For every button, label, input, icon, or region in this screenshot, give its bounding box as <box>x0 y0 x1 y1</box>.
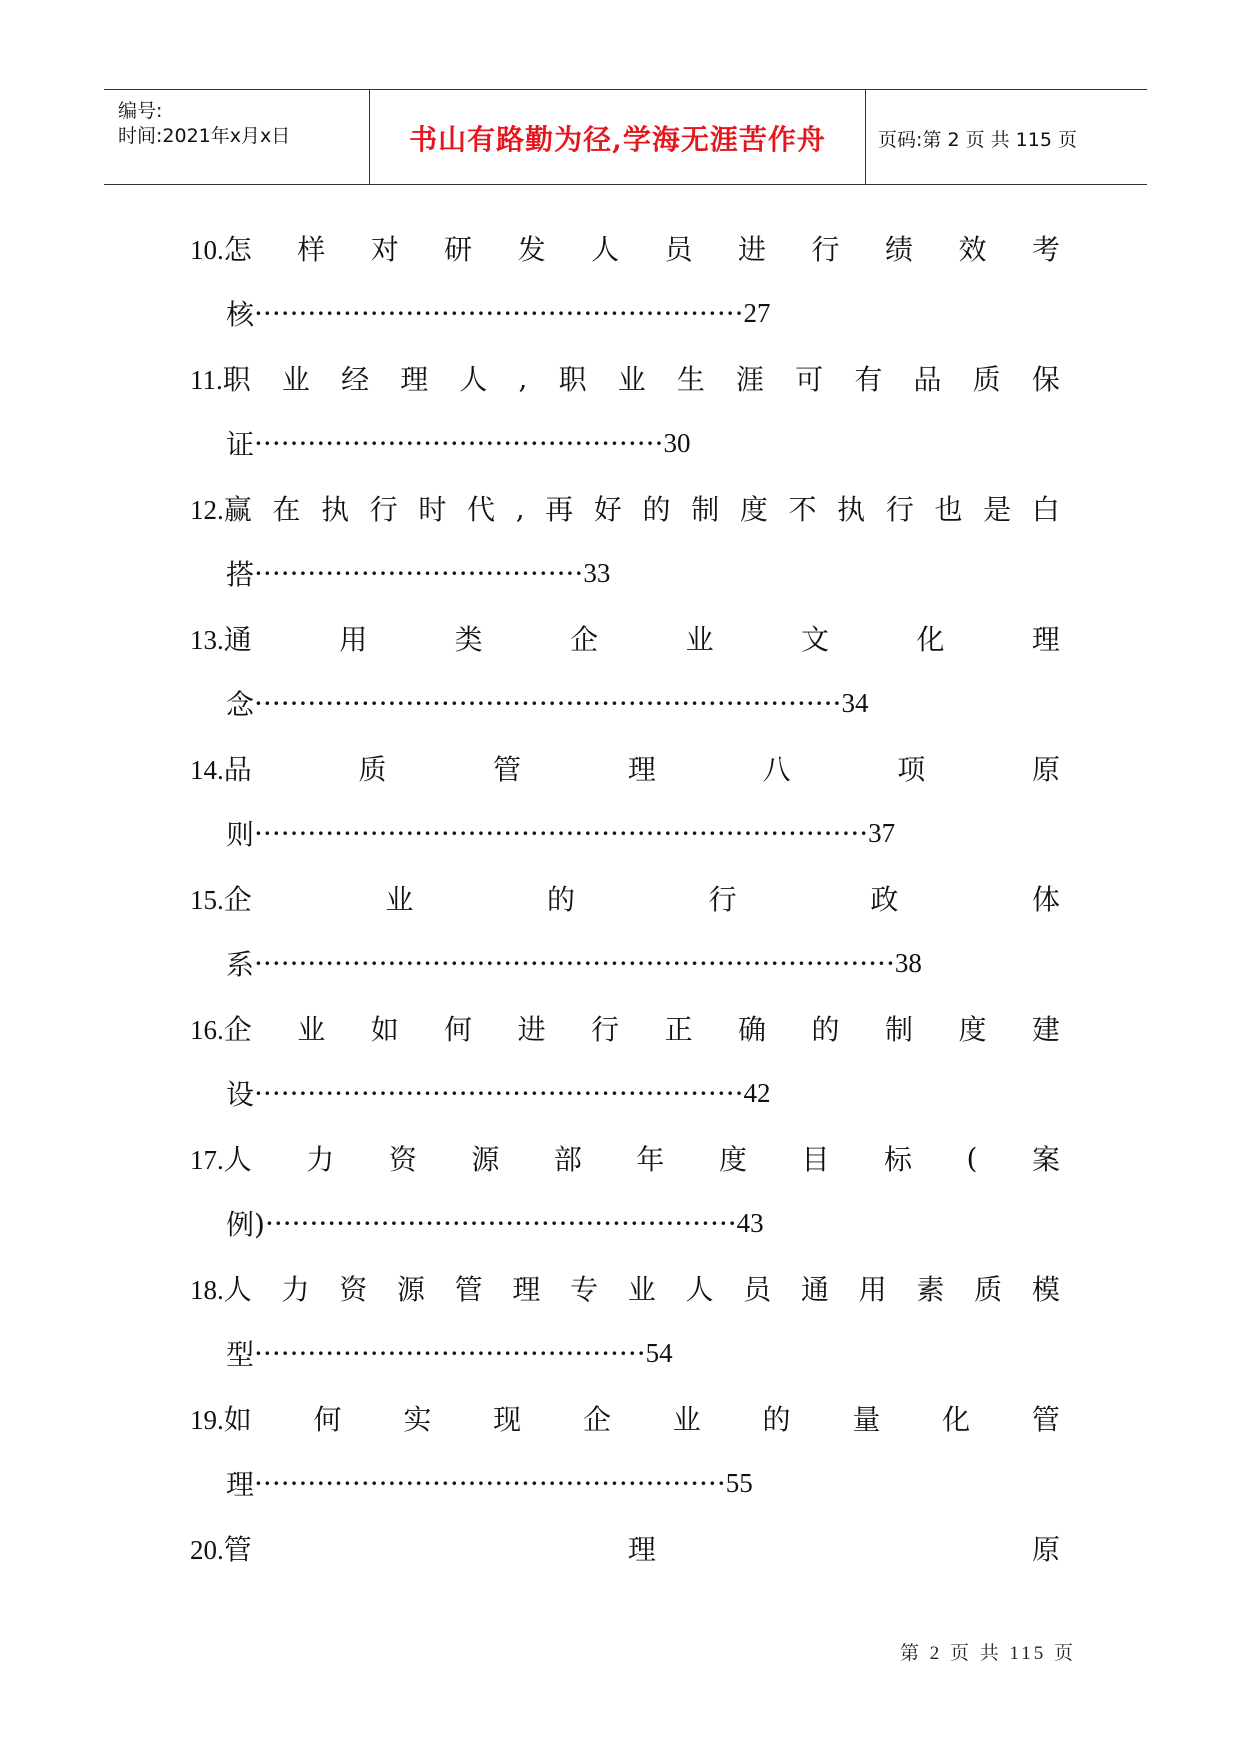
toc-entry-last-char: 则 <box>226 818 255 851</box>
toc-entry-char: 理 <box>400 363 429 396</box>
toc-entry-continuation <box>226 1073 771 1113</box>
toc-page-number: 43 <box>736 1207 764 1238</box>
toc-entry-char: 化 <box>942 1403 971 1436</box>
toc-entry-last-char: 系 <box>226 948 255 981</box>
toc-entry-char: 研 <box>444 233 473 266</box>
toc-entry-char: 15.企 <box>190 883 252 916</box>
toc-entry-char: 建 <box>1031 1013 1060 1046</box>
toc-entry-title <box>190 748 1060 788</box>
toc-entry-char: 进 <box>517 1013 546 1046</box>
toc-page-number: 54 <box>645 1337 673 1368</box>
toc-entry-last-char: 型 <box>226 1338 255 1371</box>
toc-entry-title <box>190 488 1060 528</box>
toc-entry-char: 也 <box>934 493 963 526</box>
toc-entry-char: 度 <box>958 1013 987 1046</box>
toc-entry-char: 管 <box>1031 1403 1060 1436</box>
toc-entry-char: 业 <box>617 363 646 396</box>
toc-entry-continuation <box>226 943 922 983</box>
time-label: 时间:2021年x月x日 <box>118 125 291 147</box>
toc-entry-title <box>190 1268 1060 1308</box>
toc-entry-char: 实 <box>403 1403 432 1436</box>
toc-entry-last-char: 搭 <box>226 558 255 591</box>
toc-entry-number: 14. <box>190 755 224 785</box>
toc-leader-dots: ············································ <box>254 1336 646 1370</box>
toc-entry-char: 可 <box>795 363 824 396</box>
header-right-cell <box>866 90 1147 184</box>
toc-entry-char: 理 <box>1031 623 1060 656</box>
toc-entry-char: 品 <box>913 363 942 396</box>
toc-page-number: 34 <box>841 687 869 718</box>
toc-leader-dots: ····················································· <box>254 1466 726 1500</box>
toc-entry-char: 18.人 <box>190 1273 252 1306</box>
toc-entry-char: 度 <box>739 493 768 526</box>
toc-entry-char: 管 <box>493 753 522 786</box>
toc-entry-char: 员 <box>664 233 693 266</box>
toc-entry-char: 类 <box>454 623 483 656</box>
toc-entry-char: 的 <box>811 1013 840 1046</box>
toc-entry-continuation <box>226 423 690 463</box>
toc-entry-char: 11.职 <box>190 363 251 396</box>
toc-entry-char: 确 <box>738 1013 767 1046</box>
toc-entry-char: 保 <box>1031 363 1060 396</box>
toc-entry-char: 白 <box>1031 493 1060 526</box>
toc-entry-continuation <box>226 1203 764 1243</box>
toc-entry-char: 质 <box>358 753 387 786</box>
toc-entry-char: 生 <box>676 363 705 396</box>
toc-entry-continuation <box>226 553 610 593</box>
toc-entry-char: 13.通 <box>190 623 252 656</box>
toc-page-number: 42 <box>743 1077 771 1108</box>
toc-entry-char: 业 <box>627 1273 656 1306</box>
toc-page-number: 33 <box>583 557 611 588</box>
toc-page-number: 37 <box>868 817 896 848</box>
toc-entry-continuation <box>226 813 895 853</box>
toc-entry-char: 业 <box>672 1403 701 1436</box>
toc-entry-number: 17. <box>190 1145 224 1175</box>
toc-page-number: 38 <box>894 947 922 978</box>
toc-entry-char: 资 <box>388 1143 417 1176</box>
toc-entry-char: 执 <box>321 493 350 526</box>
toc-entry-char: 通 <box>800 1273 829 1306</box>
toc-entry-char: 样 <box>297 233 326 266</box>
toc-entry-title <box>190 1528 1060 1568</box>
toc-entry-title <box>190 1398 1060 1438</box>
toc-entry-char: 经 <box>341 363 370 396</box>
toc-entry-char: 行 <box>591 1013 620 1046</box>
toc-entry-char: 不 <box>788 493 817 526</box>
toc-entry-char: 人 <box>685 1273 714 1306</box>
toc-entry-char: 源 <box>471 1143 500 1176</box>
toc-entry-char: , <box>515 491 525 525</box>
toc-entry-char: 用 <box>858 1273 887 1306</box>
toc-entry-char: 量 <box>852 1403 881 1436</box>
toc-entry-continuation <box>226 1333 673 1373</box>
toc-entry-continuation <box>226 683 868 723</box>
toc-entry-char: 17.人 <box>190 1143 252 1176</box>
toc-entry-char: 企 <box>570 623 599 656</box>
toc-entry-char: 代 <box>467 493 496 526</box>
toc-entry-char: 涯 <box>736 363 765 396</box>
toc-entry-char: 模 <box>1031 1273 1060 1306</box>
toc-entry-char: 好 <box>593 493 622 526</box>
motto: 书山有路勤为径,学海无涯苦作舟 <box>409 123 826 156</box>
toc-leader-dots: ·································································· <box>254 686 842 720</box>
toc-entry-char: 有 <box>854 363 883 396</box>
toc-entry-number: 18. <box>190 1275 224 1305</box>
toc-entry-char: 原 <box>1031 753 1060 786</box>
toc-entry-char: 如 <box>370 1013 399 1046</box>
toc-entry-last-char: 理 <box>226 1468 255 1501</box>
toc-entry-char: 理 <box>627 753 656 786</box>
toc-entry-char: 行 <box>885 493 914 526</box>
toc-entry-char: 何 <box>313 1403 342 1436</box>
toc-entry-char: 政 <box>870 883 899 916</box>
toc-entry-char: 行 <box>811 233 840 266</box>
toc-entry-char: 何 <box>444 1013 473 1046</box>
toc-entry-char: 专 <box>570 1273 599 1306</box>
toc-entry-char: 体 <box>1031 883 1060 916</box>
toc-entry-continuation <box>226 293 771 333</box>
toc-entry-char: 项 <box>897 753 926 786</box>
header-middle-cell <box>370 90 866 184</box>
toc-entry-char: 16.企 <box>190 1013 252 1046</box>
toc-entry-number: 11. <box>190 365 223 395</box>
toc-entry-char: 业 <box>297 1013 326 1046</box>
toc-entry-char: 考 <box>1031 233 1060 266</box>
toc-entry-last-char: 念 <box>226 688 255 721</box>
toc-entry-number: 15. <box>190 885 224 915</box>
toc-entry-char: 时 <box>418 493 447 526</box>
toc-entry-title <box>190 1138 1060 1178</box>
toc-entry-char: 制 <box>691 493 720 526</box>
toc-entry-char: 执 <box>837 493 866 526</box>
toc-entry-char: 管 <box>454 1273 483 1306</box>
toc-entry-char: 制 <box>884 1013 913 1046</box>
toc-entry-char: 年 <box>636 1143 665 1176</box>
toc-leader-dots: ······················································· <box>254 296 744 330</box>
toc-entry-char: 人 <box>459 363 488 396</box>
toc-entry-number: 16. <box>190 1015 224 1045</box>
toc-entry-char: 10.怎 <box>190 233 252 266</box>
toc-entry-char: 的 <box>642 493 671 526</box>
toc-entry-last-char: 核 <box>226 298 255 331</box>
toc-entry-char: 进 <box>738 233 767 266</box>
toc-page-number: 27 <box>743 297 771 328</box>
toc-entry-char: 力 <box>306 1143 335 1176</box>
toc-entry-title <box>190 1008 1060 1048</box>
toc-leader-dots: ····································· <box>254 556 584 590</box>
toc-entry-char: 12.赢 <box>190 493 252 526</box>
toc-entry-number: 20. <box>190 1535 224 1565</box>
toc-leader-dots: ·············································· <box>254 426 664 460</box>
toc-entry-char: ( <box>966 1141 978 1175</box>
header-table <box>104 89 1147 185</box>
toc-leader-dots: ········································································ <box>254 946 895 980</box>
toc-entry-char: 行 <box>369 493 398 526</box>
toc-entry-char: 度 <box>718 1143 747 1176</box>
toc-entry-char: 对 <box>370 233 399 266</box>
toc-entry-char: 质 <box>974 1273 1003 1306</box>
toc-entry-number: 13. <box>190 625 224 655</box>
toc-entry-char: 原 <box>1031 1533 1060 1566</box>
page-label: 页码:第 2 页 共 115 页 <box>878 129 1077 151</box>
toc-entry-title <box>190 358 1060 398</box>
number-label: 编号: <box>118 100 163 122</box>
toc-entry-char: 部 <box>553 1143 582 1176</box>
toc-entry-char: 素 <box>916 1273 945 1306</box>
toc-entry-char: 人 <box>591 233 620 266</box>
page-footer: 第 2 页 共 115 页 <box>900 1643 1077 1664</box>
toc-entry-char: 19.如 <box>190 1403 252 1436</box>
toc-entry-char: 职 <box>558 363 587 396</box>
toc-entry-char: 文 <box>801 623 830 656</box>
toc-entry-char: 行 <box>708 883 737 916</box>
toc-leader-dots: ····················································· <box>264 1206 737 1240</box>
toc-entry-char: 业 <box>281 363 310 396</box>
toc-entry-char: 标 <box>884 1143 913 1176</box>
toc-entry-char: 14.品 <box>190 753 252 786</box>
toc-entry-last-char: 设 <box>226 1078 255 1111</box>
toc-entry-char: 目 <box>801 1143 830 1176</box>
toc-entry-char: 效 <box>958 233 987 266</box>
toc-entry-char: 企 <box>582 1403 611 1436</box>
toc-entry-char: 理 <box>512 1273 541 1306</box>
toc-entry-char: 源 <box>396 1273 425 1306</box>
toc-entry-title <box>190 878 1060 918</box>
toc-entry-char: 理 <box>627 1533 656 1566</box>
toc-entry-char: 绩 <box>884 233 913 266</box>
toc-entry-char: 业 <box>685 623 714 656</box>
toc-entry-char: 正 <box>664 1013 693 1046</box>
toc-leader-dots: ······················································· <box>254 1076 744 1110</box>
toc-entry-char: 的 <box>762 1403 791 1436</box>
toc-entry-char: 用 <box>339 623 368 656</box>
toc-entry-char: 业 <box>385 883 414 916</box>
toc-entry-char: 20.管 <box>190 1533 252 1566</box>
toc-entry-char: , <box>518 361 528 395</box>
toc-entry-number: 12. <box>190 495 224 525</box>
header-left-cell <box>104 90 370 184</box>
toc-entry-char: 再 <box>545 493 574 526</box>
toc-entry-char: 现 <box>493 1403 522 1436</box>
toc-entry-char: 质 <box>972 363 1001 396</box>
toc-entry-number: 19. <box>190 1405 224 1435</box>
toc-leader-dots: ····································································· <box>254 816 869 850</box>
toc-entry-last-char: 例) <box>226 1208 265 1241</box>
toc-entry-char: 的 <box>547 883 576 916</box>
toc-entry-char: 在 <box>272 493 301 526</box>
toc-page-number: 55 <box>725 1467 753 1498</box>
toc-entry-number: 10. <box>190 235 224 265</box>
toc-entry-char: 案 <box>1031 1143 1060 1176</box>
toc-entry-char: 八 <box>762 753 791 786</box>
toc-entry-title <box>190 228 1060 268</box>
toc-entry-title <box>190 618 1060 658</box>
toc-entry-char: 化 <box>916 623 945 656</box>
toc-entry-char: 员 <box>743 1273 772 1306</box>
toc-page-number: 30 <box>663 427 691 458</box>
toc-entry-char: 资 <box>339 1273 368 1306</box>
toc-entry-continuation <box>226 1463 753 1503</box>
toc-entry-last-char: 证 <box>226 428 255 461</box>
toc-entry-char: 发 <box>517 233 546 266</box>
toc-entry-char: 是 <box>983 493 1012 526</box>
toc-entry-char: 力 <box>281 1273 310 1306</box>
